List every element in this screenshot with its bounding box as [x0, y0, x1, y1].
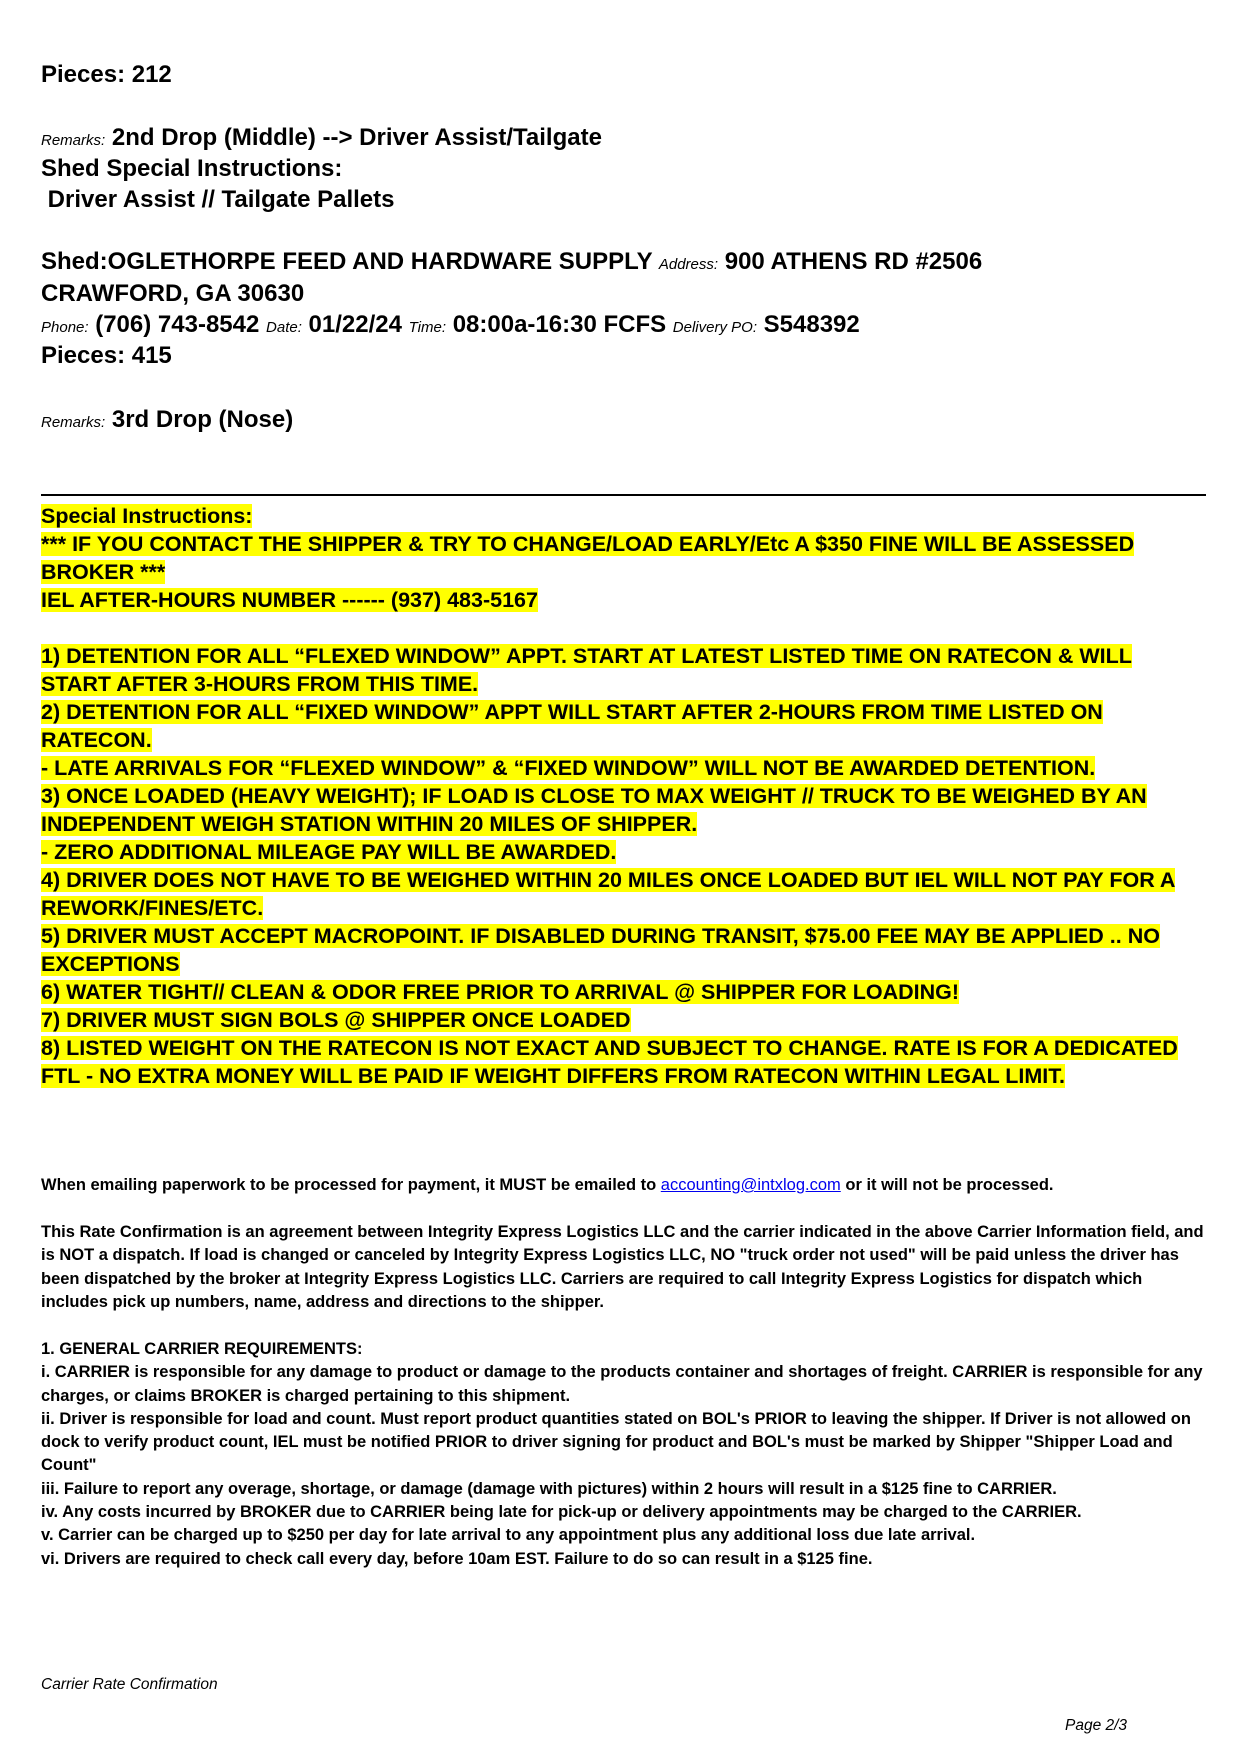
special-line: - LATE ARRIVALS FOR “FLEXED WINDOW” & “FIXED WINDOW” WILL NOT BE AWARDED DETENTION. [41, 756, 1096, 780]
agreement-paragraph: This Rate Confirmation is an agreement between Integrity Express Logistics LLC and the carrier indicated in the above Carrier Information field, and is NOT a dispatch. If load is changed or canceled by Integrity Express Logistics LLC, NO "truck order not used" will be paid unless the driver has been dispatched by the broker at Integrity Express Logistics LLC. Carriers are required to call Integrity Express Logistics for dispatch which includes pick up numbers, name, address and directions to the shipper. [41, 1223, 1204, 1311]
shed-instructions-title: Shed Special Instructions: [41, 155, 343, 182]
special-line: 7) DRIVER MUST SIGN BOLS @ SHIPPER ONCE LOADED [41, 1008, 631, 1032]
drop3-date-value: 01/22/24 [308, 311, 402, 338]
special-line: 2) DETENTION FOR ALL “FIXED WINDOW” APPT WILL START AFTER 2-HOURS FROM TIME LISTED ON RATECON. [41, 700, 1103, 752]
special-line: 8) LISTED WEIGHT ON THE RATECON IS NOT EXACT AND SUBJECT TO CHANGE. RATE IS FOR A DEDICATED FTL - NO EXTRA MONEY WILL BE PAID IF WEIGHT DIFFERS FROM RATECON WITHIN LEGAL LIMIT. [41, 1036, 1178, 1088]
drop2-remarks-label: Remarks: [41, 132, 106, 149]
section-divider [41, 494, 1206, 496]
requirement-item: iii. Failure to report any overage, shortage, or damage (damage with pictures) within 2 hours will result in a $125 fine to CARRIER. [41, 1479, 1057, 1498]
drop3-remarks [41, 404, 1206, 438]
requirement-item: vi. Drivers are required to check call every day, before 10am EST. Failure to do so can result in a $125 fine. [41, 1549, 873, 1568]
drop3-shed-name: Shed:OGLETHORPE FEED AND HARDWARE SUPPLY [41, 248, 653, 275]
drop3-phone-value: (706) 743-8542 [95, 311, 260, 338]
special-line: 6) WATER TIGHT// CLEAN & ODOR FREE PRIOR TO ARRIVAL @ SHIPPER FOR LOADING! [41, 980, 960, 1004]
shed-instructions-value: Driver Assist // Tailgate Pallets [41, 186, 395, 213]
requirements-title: 1. GENERAL CARRIER REQUIREMENTS: [41, 1340, 363, 1358]
special-line: *** IF YOU CONTACT THE SHIPPER & TRY TO CHANGE/LOAD EARLY/Etc A $350 FINE WILL BE ASSESSED BROKER *** [41, 532, 1135, 584]
drop2-remarks-value: 2nd Drop (Middle) --> Driver Assist/Tailgate [111, 124, 602, 151]
special-spacer [41, 614, 1206, 642]
payment-note-before: When emailing paperwork to be processed for payment, it MUST be emailed to [41, 1176, 661, 1194]
requirement-item: iv. Any costs incurred by BROKER due to CARRIER being late for pick-up or delivery appointments may be charged to the CARRIER. [41, 1503, 1082, 1522]
special-line: IEL AFTER-HOURS NUMBER ------ (937) 483-5167 [41, 588, 538, 612]
payment-note-after: or it will not be processed. [840, 1176, 1054, 1194]
drop3-remarks-label: Remarks: [41, 414, 106, 431]
footer-page-number: Page 2/3 [1065, 1717, 1128, 1734]
drop3-po-label: Delivery PO: [672, 319, 757, 336]
requirement-item: ii. Driver is responsible for load and count. Must report product quantities stated on BOL's PRIOR to leaving the shipper. If Driver is not allowed on dock to verify product count, IEL must be notified PRIOR to driver signing for product and BOL's must be marked by Shipper "Shipper Load and Count" [41, 1409, 1191, 1475]
special-line: 5) DRIVER MUST ACCEPT MACROPOINT. IF DISABLED DURING TRANSIT, $75.00 FEE MAY BE APPLIED .. NO EXCEPTIONS [41, 924, 1160, 976]
special-instructions-title: Special Instructions: [41, 504, 253, 528]
payment-note [41, 1174, 1206, 1197]
drop3-remarks-value: 3rd Drop (Nose) [111, 406, 294, 433]
special-line: - ZERO ADDITIONAL MILEAGE PAY WILL BE AWARDED. [41, 840, 617, 864]
drop3-city: CRAWFORD, GA 30630 [41, 280, 305, 307]
drop3-address-value: 900 ATHENS RD #2506 [724, 248, 983, 275]
drop3-address-label: Address: [658, 256, 719, 273]
requirement-item: v. Carrier can be charged up to $250 per day for late arrival to any appointment plus any additional loss due late arrival. [41, 1526, 976, 1545]
general-requirements [41, 1338, 1206, 1571]
drop3-po-value: S548392 [763, 311, 860, 338]
drop3-shed [41, 246, 1206, 280]
drop3-time-value: 08:00a-16:30 FCFS [452, 311, 667, 338]
drop3-pieces: Pieces: 415 [41, 342, 172, 369]
special-line: 1) DETENTION FOR ALL “FLEXED WINDOW” APPT. START AT LATEST LISTED TIME ON RATECON & WILL START AFTER 3-HOURS FROM THIS TIME. [41, 644, 1132, 696]
drop3-time-label: Time: [408, 319, 447, 336]
special-instructions [41, 502, 1206, 1090]
drop3-contact-line [41, 309, 1206, 343]
special-line: 4) DRIVER DOES NOT HAVE TO BE WEIGHED WITHIN 20 MILES ONCE LOADED BUT IEL WILL NOT PAY FOR A REWORK/FINES/ETC. [41, 868, 1176, 920]
special-line: 3) ONCE LOADED (HEAVY WEIGHT); IF LOAD IS CLOSE TO MAX WEIGHT // TRUCK TO BE WEIGHED BY AN INDEPENDENT WEIGH STATION WITHIN 20 MILES OF SHIPPER. [41, 784, 1147, 836]
accounting-email-link[interactable]: accounting@intxlog.com [660, 1176, 841, 1194]
requirement-item: i. CARRIER is responsible for any damage to product or damage to the products container and shortages of freight. CARRIER is responsible for any charges, or claims BROKER is charged pertaining to this shipment. [41, 1363, 1203, 1405]
drop2-remarks [41, 122, 1206, 156]
footer-document-title: Carrier Rate Confirmation [41, 1676, 218, 1693]
drop3-date-label: Date: [266, 319, 302, 336]
drop2-pieces: Pieces: 212 [41, 61, 172, 88]
drop3-phone-label: Phone: [41, 319, 89, 336]
